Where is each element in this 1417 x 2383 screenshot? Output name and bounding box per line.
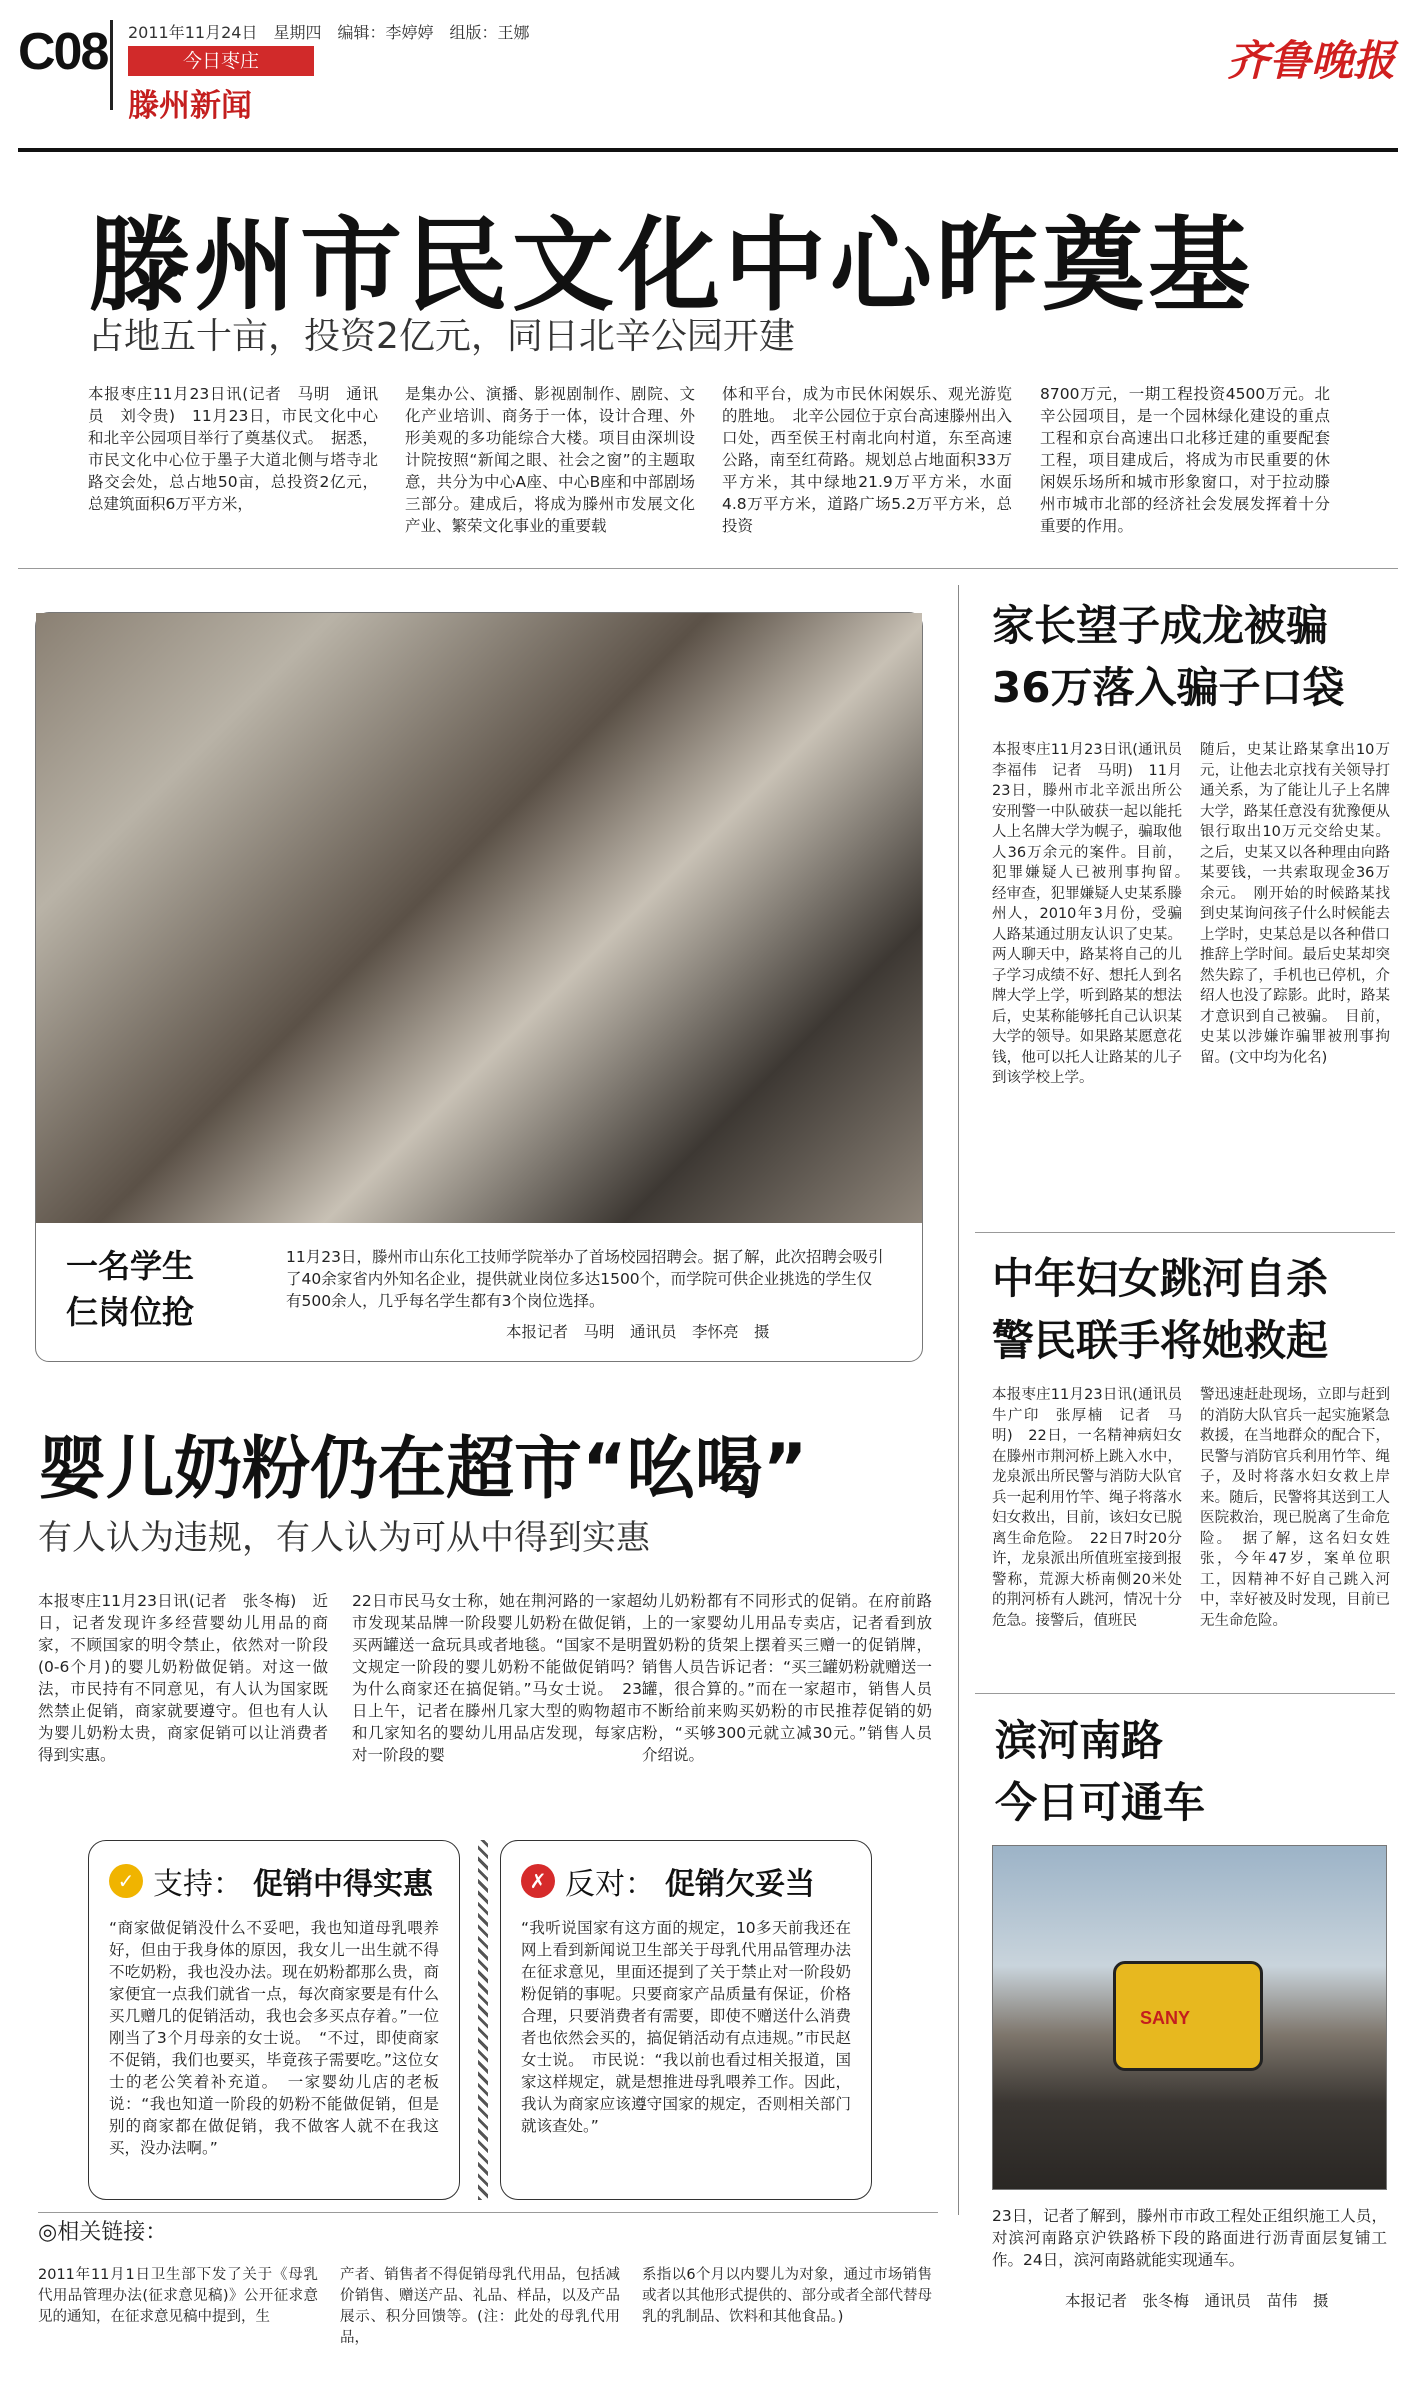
support-box [88,1840,460,2200]
lead-column-3: 体和平台，成为市民休闲娱乐、观光游览的胜地。 北辛公园位于京台高速滕州出入口处，西至侯王村南北向村道，东至高速公路，南至红荷路。规划总占地面积33万平方米，其中绿地21.9万平方米，水面4.8万平方米，道路广场5.2万平方米，总投资 [722,385,1012,535]
photo-title-line-1: 一名学生 [66,1247,195,1285]
job-fair-photo [36,613,922,1223]
oppose-box [500,1840,872,2200]
oppose-title [521,1859,851,1903]
side-story-3-headline-line-1: 滨河南路 [995,1716,1164,1765]
road-roller [1113,1961,1263,2071]
job-fair-photo-frame [35,612,923,1362]
oppose-body: “我听说国家有这方面的规定，10多天前我还在网上看到新闻说卫生部关于母乳代用品管理办法在征求意见，里面还提到了关于禁止对一阶段奶粉促销的事呢。只要商家产品质量有保证，价格合理，只要消费者有需要，即使不赠送什么消费者也依然会买的，搞促销活动有点违规。”市民赵女士说。 市民说：“我以前也看过相关报道，国家这样规定，就是想推进母乳喂养工作。因此，我认为商家应该遵守国家的规定，否则相关部门就该查处。” [521,1919,851,2135]
lead-bottom-rule [18,568,1398,569]
side-story-3-headline [995,1710,1205,1834]
side-story-1-column-1: 本报枣庄11月23日讯(通讯员 李福伟 记者 马明) 11月23日，滕州市北辛派出所公安刑警一中队破获一起以能托人上名牌大学为幌子，骗取他人36万余元的案件。目前，犯罪嫌疑人已被刑事拘留。 经审查，犯罪嫌疑人史某系滕州人，2010年3月份，受骗人路某通过朋友认识了史某。两人聊天中，路某将自己的儿子学习成绩不好、想托人到名牌大学上学，听到路某的想法后，史某称能够托自己认识某大学的领导。如果路某愿意花钱，他可以托人让路某的儿子到该学校上学。 [992,742,1197,1086]
related-column-3: 系指以6个月以内婴儿为对象，通过市场销售或者以其他形式提供的、部分或者全部代替母乳的乳制品、饮料和其他食品。) [642,2267,932,2325]
masthead-divider [110,20,113,110]
date-line: 2011年11月24日 星期四 编辑：李婷婷 组版：王娜 [128,23,530,42]
side-story-2-headline-line-1: 中年妇女跳河自杀 [992,1254,1329,1303]
road-paving-photo [992,1845,1387,2190]
side-story-2-headline [992,1248,1328,1372]
milk-headline: 婴儿奶粉仍在超市“吆喝” [38,1430,808,1509]
support-body: “商家做促销没什么不妥吧，我也知道母乳喂养好，但由于我身体的原因，我女儿一出生就不得不吃奶粉，我也没办法。现在奶粉都那么贵，商家便宜一点我们就省一点，每次商家要是有什么买几赠几的促销活动，我也会多买点存着。”一位刚当了3个月母亲的女士说。 “不过，即使商家不促销，我们也要买，毕竟孩子需要吃。”这位女士的老公笑着补充道。 一家婴幼儿店的老板说：“我也知道一阶段的奶粉不能做促销，但是别的商家都在做促销，我不做客人就不在我这买，没办法啊。” [109,1919,439,2157]
side-divider-2 [975,1693,1395,1694]
support-heading: 促销中得实惠 [253,1867,433,1902]
related-links-label: ◎相关链接： [38,2220,168,2245]
road-photo-caption: 23日，记者了解到，滕州市市政工程处正组织施工人员，对滨河南路京沪铁路桥下段的路面进行沥青面层复铺工作。24日，滨河南路就能实现通车。 [992,2207,1387,2269]
support-title [109,1859,439,1903]
masthead-rule [18,148,1398,152]
oppose-prefix: 反对： [565,1867,655,1902]
lead-headline: 滕州市民文化中心昨奠基 [88,207,1254,326]
side-story-1-headline [992,595,1344,719]
side-story-1-headline-line-2: 36万落入骗子口袋 [992,663,1345,712]
milk-column-2: 22日市民马女士称，她在荆河路的一家超市发现某品牌一阶段婴儿奶粉在做促销，买两罐送一盒玩具或者地毯。“国家不是明文规定一阶段的婴儿奶粉不能做促销吗？为什么商家还在搞促销。”马女士说。 23日上午，记者在滕州几家大型的购物超市和几家知名的婴幼儿用品店发现，每家店对一阶段的婴 [352,1592,642,1764]
side-divider-1 [975,1232,1395,1233]
related-column-1: 2011年11月1日卫生部下发了关于《母乳代用品管理办法(征求意见稿)》公开征求意见的通知，在征求意见稿中提到，生 [38,2267,318,2325]
lead-subheadline: 占地五十亩，投资2亿元，同日北辛公园开建 [88,316,795,357]
section-name: 滕州新闻 [128,88,252,124]
side-story-1-column-2: 随后，史某让路某拿出10万元，让他去北京找有关领导打通关系，为了能让儿子上名牌大学，路某任意没有犹豫便从银行取出10万元交给史某。之后，史某又以各种理由向路某要钱，一共索取现金36万余元。 刚开始的时候路某找到史某询问孩子什么时候能去上学时，史某总是以各种借口推辞上学时间。最后史某却突然失踪了，手机也已停机，介绍人也没了踪影。此时，路某才意识到自己被骗。 目前，史某以涉嫌诈骗罪被刑事拘留。(文中均为化名) [1200,742,1390,1066]
milk-subheadline: 有人认为违规，有人认为可从中得到实惠 [38,1518,650,1558]
support-prefix: 支持： [153,1867,243,1902]
newspaper-logo: 齐鲁晚报 [1226,36,1395,85]
lead-column-4: 8700万元，一期工程投资4500万元。北辛公园项目，是一个园林绿化建设的重点工程和京台高速出口北移迁建的重要配套工程，项目建成后，将成为市民重要的休闲娱乐场所和城市形象窗口，对于拉动滕州市城市北部的经济社会发展发挥着十分重要的作用。 [1040,385,1330,535]
photo-title [66,1243,194,1335]
side-story-2-column-1: 本报枣庄11月23日讯(通讯员 牛广印 张厚楠 记者 马明) 22日，一名精神病妇女在滕州市荆河桥上跳入水中，龙泉派出所民警与消防大队官兵一起利用竹竿、绳子将落水妇女救出，目前，该妇女已脱离生命危险。 22日7时20分许，龙泉派出所值班室接到报警称，荒源大桥南侧20米处的荆河桥有人跳河，情况十分危急。接警后，值班民 [992,1387,1197,1629]
thumbs-down-icon: ✗ [521,1864,555,1898]
lead-column-1: 本报枣庄11月23日讯(记者 马明 通讯员 刘令贵) 11月23日，市民文化中心和北辛公园项目举行了奠基仪式。 据悉，市民文化中心位于墨子大道北侧与塔寺北路交会处，总占地50亩，总投资2亿元，总建筑面积6万平方米， [88,385,378,513]
related-column-2: 产者、销售者不得促销母乳代用品，包括减价销售、赠送产品、礼品、样品，以及产品展示、积分回馈等。(注：此处的母乳代用品， [340,2267,620,2346]
photo-title-line-2: 仨岗位抢 [66,1293,195,1331]
photo-credit: 本报记者 马明 通讯员 李怀亮 摄 [506,1323,770,1341]
side-story-3-headline-line-2: 今日可通车 [995,1778,1206,1827]
debate-divider [478,1840,488,2200]
section-tag: 今日枣庄 [128,46,314,76]
oppose-heading: 促销欠妥当 [665,1867,815,1902]
related-rule [38,2212,938,2213]
side-story-2-column-2: 警迅速赶赴现场，立即与赶到的消防大队官兵一起实施紧急救援，在当地群众的配合下，民警与消防官兵利用竹竿、绳子，及时将落水妇女救上岸来。随后，民警将其送到工人医院救治，现已脱离了生命危险。 据了解，这名妇女姓张，今年47岁，案单位职工，因精神不好自己跳入河中，幸好被及时发现，目前已无生命危险。 [1200,1387,1390,1629]
right-column-divider [958,585,959,2215]
photo-caption: 11月23日，滕州市山东化工技师学院举办了首场校园招聘会。据了解，此次招聘会吸引了40余家省内外知名企业，提供就业岗位多达1500个，而学院可供企业挑选的学生仅有500余人，几乎每名学生都有3个岗位选择。 [286,1248,884,1310]
lead-column-2: 是集办公、演播、影视剧制作、剧院、文化产业培训、商务于一体，设计合理、外形美观的多功能综合大楼。项目由深圳设计院按照“新闻之眼、社会之窗”的主题取意，共分为中心A座、中心B座和中部剧场三部分。建成后，将成为滕州市发展文化产业、繁荣文化事业的重要载 [405,385,695,535]
roller-brand: SANY [1140,2008,1191,2028]
milk-column-3: 幼儿奶粉都有不同形式的促销。在府前路上的一家婴幼儿用品专卖店，记者看到放置奶粉的货架上摆着买三赠一的促销牌，销售人员告诉记者：“买三罐奶粉就赠送一罐，很合算的。”而在一家超市，销售人员不断给前来购买奶粉的市民推荐促销的奶粉，“买够300元就立减30元。”销售人员介绍说。 [642,1592,932,1764]
side-story-2-headline-line-2: 警民联手将她救起 [992,1316,1329,1365]
thumbs-up-icon: ✓ [109,1864,143,1898]
page-number: C08 [18,23,108,81]
road-photo-credit: 本报记者 张冬梅 通讯员 苗伟 摄 [1065,2292,1329,2310]
milk-column-1: 本报枣庄11月23日讯(记者 张冬梅) 近日，记者发现许多经营婴幼儿用品的商家，不顾国家的明令禁止，依然对一阶段(0-6个月)的婴儿奶粉做促销。对这一做法，市民持有不同意见，有人认为国家既然禁止促销，商家就要遵守。但也有人认为婴儿奶粉太贵，商家促销可以让消费者得到实惠。 [38,1592,328,1764]
side-story-1-headline-line-1: 家长望子成龙被骗 [992,601,1329,650]
